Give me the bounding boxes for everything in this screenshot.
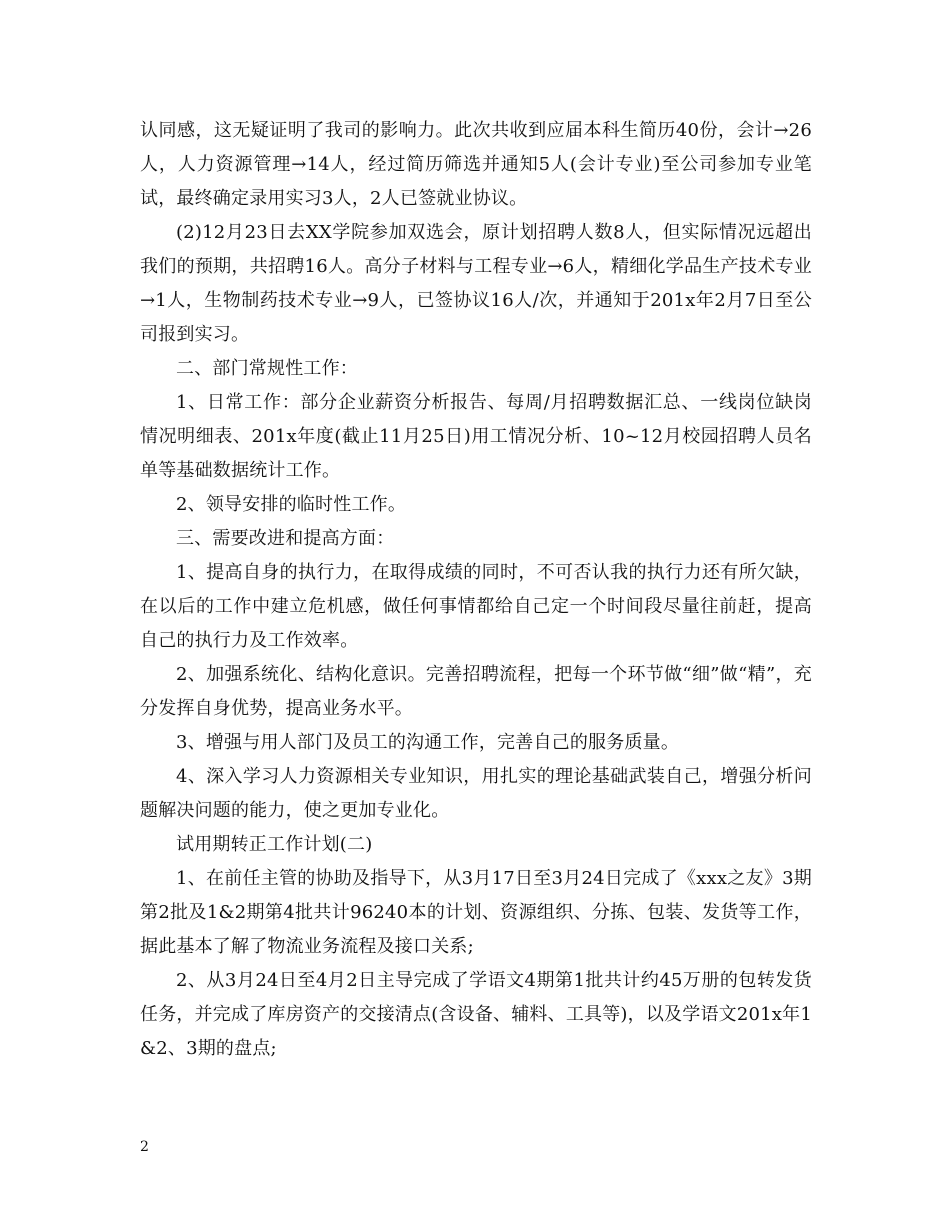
paragraph-daily-work: 1、日常工作：部分企业薪资分析报告、每周/月招聘数据汇总、一线岗位缺岗情况明细表、201x年度(截止11月25日)用工情况分析、10~12月校园招聘人员名单等基础数据统计工作。 xyxy=(140,392,812,481)
document-body xyxy=(140,114,812,1066)
paragraph-improvement-1: 1、提高自身的执行力，在取得成绩的同时，不可否认我的执行力还有所欠缺，在以后的工作中建立危机感，做任何事情都给自己定一个时间段尽量往前赶，提高自己的执行力及工作效率。 xyxy=(140,562,812,651)
paragraph-1: 认同感，这无疑证明了我司的影响力。此次共收到应届本科生简历40份，会计→26人，人力资源管理→14人，经过简历筛选并通知5人(会计专业)至公司参加专业笔试，最终确定录用实习3人，2人已签就业协议。 xyxy=(140,120,812,209)
page-number: 2 xyxy=(140,1139,149,1155)
section-heading-improvement: 三、需要改进和提高方面： xyxy=(176,528,395,549)
paragraph-plan-1: 1、在前任主管的协助及指导下，从3月17日至3月24日完成了《xxx之友》3期第2批及1&2期第4批共计96240本的计划、资源组织、分拣、包装、发货等工作，据此基本了解了物流业务流程及接口关系; xyxy=(140,868,812,957)
paragraph-improvement-3: 3、增强与用人部门及员工的沟通工作，完善自己的服务质量。 xyxy=(176,732,680,753)
paragraph-improvement-2: 2、加强系统化、结构化意识。完善招聘流程，把每一个环节做“细”做“精”，充分发挥自身优势，提高业务水平。 xyxy=(140,664,812,719)
section-heading-plan-2: 试用期转正工作计划(二) xyxy=(176,834,373,855)
paragraph-improvement-4: 4、深入学习人力资源相关专业知识，用扎实的理论基础武装自己，增强分析问题解决问题的能力，使之更加专业化。 xyxy=(140,766,812,821)
paragraph-temporary-work: 2、领导安排的临时性工作。 xyxy=(176,494,407,515)
paragraph-plan-2: 2、从3月24日至4月2日主导完成了学语文4期第1批共计约45万册的包转发货任务，并完成了库房资产的交接清点(含设备、辅料、工具等)，以及学语文201x年1&2、3期的盘点; xyxy=(140,970,813,1059)
section-heading-routine-work: 二、部门常规性工作： xyxy=(176,358,358,379)
paragraph-2: (2)12月23日去XX学院参加双选会，原计划招聘人数8人，但实际情况远超出我们的预期，共招聘16人。高分子材料与工程专业→6人，精细化学品生产技术专业→1人，生物制药技术专业→9人，已签协议16人/次，并通知于201x年2月7日至公司报到实习。 xyxy=(140,222,812,345)
